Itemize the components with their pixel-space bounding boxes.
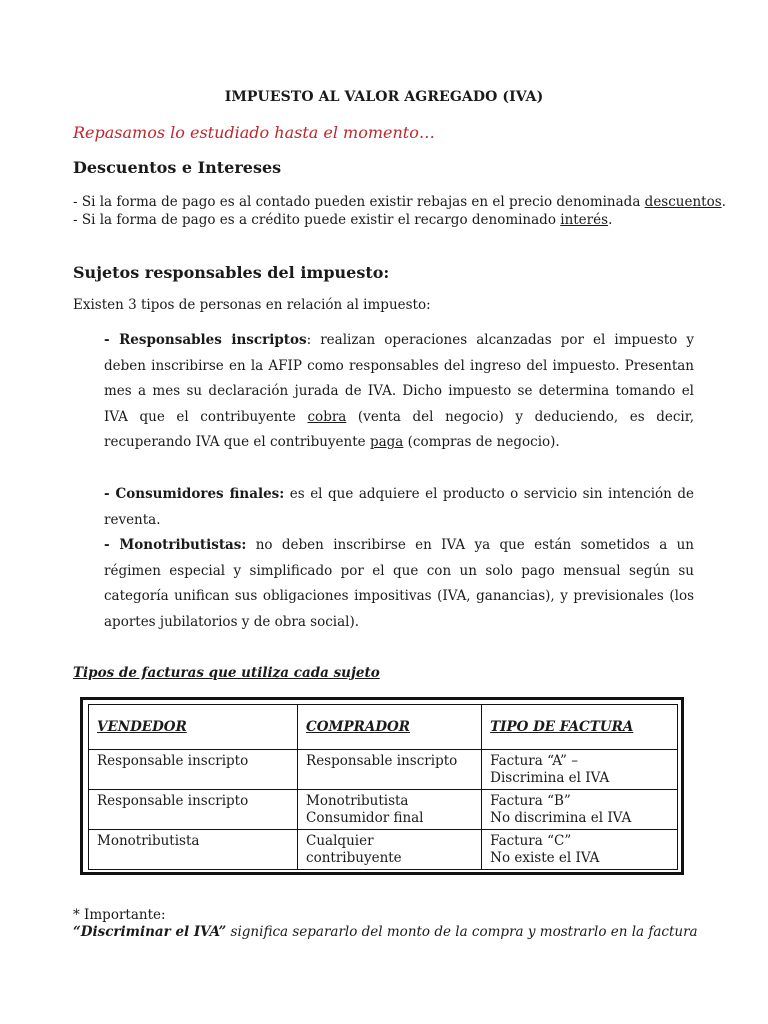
contado-line bbox=[73, 193, 726, 211]
interes-term: interés bbox=[560, 212, 609, 228]
section-heading-sujetos: Sujetos responsables del impuesto: bbox=[73, 263, 390, 282]
importante-text: significa separarlo del monto de la compra y mostrarlo en la factura bbox=[226, 924, 698, 940]
review-subtitle: Repasamos lo estudiado hasta el momento… bbox=[73, 123, 435, 142]
cell-line: Cualquier contribuyente bbox=[306, 833, 402, 866]
monotributistas-paragraph bbox=[104, 533, 694, 635]
discriminar-term: “Discriminar el IVA” bbox=[73, 924, 227, 940]
monotributistas-label: - Monotributistas: bbox=[104, 537, 247, 553]
cell-line: Responsable inscripto bbox=[306, 753, 458, 769]
ri-text-b: (venta del negocio) y deduciendo, es decir, recuperando IVA que el contribuyente bbox=[104, 408, 695, 450]
table-row bbox=[89, 830, 678, 870]
descuentos-term: descuentos bbox=[644, 194, 722, 210]
responsables-inscriptos-label: - Responsables inscriptos bbox=[104, 332, 307, 348]
cf-text: es el que adquiere el producto o servicio sin intención de reventa. bbox=[104, 486, 694, 528]
responsables-inscriptos-paragraph bbox=[104, 328, 694, 456]
cell-tipo bbox=[482, 830, 678, 870]
cell-comprador bbox=[298, 830, 482, 870]
header-comprador: COMPRADOR bbox=[298, 705, 482, 750]
cell-comprador bbox=[298, 750, 482, 790]
cell-comprador bbox=[298, 790, 482, 830]
facturas-table-frame bbox=[80, 697, 684, 875]
credito-text: - Si la forma de pago es a crédito puede existir el recargo denominado bbox=[73, 212, 561, 228]
contado-end: . bbox=[721, 194, 726, 210]
cell-line: Responsable inscripto bbox=[97, 793, 249, 809]
importante-note bbox=[73, 923, 698, 941]
section-heading-descuentos: Descuentos e Intereses bbox=[73, 158, 282, 177]
header-vendedor: VENDEDOR bbox=[89, 705, 298, 750]
document-title: IMPUESTO AL VALOR AGREGADO (IVA) bbox=[224, 89, 544, 105]
paga-term: paga bbox=[369, 434, 404, 450]
sujetos-intro: Existen 3 tipos de personas en relación al impuesto: bbox=[73, 297, 431, 313]
cell-line: Monotributista bbox=[97, 833, 200, 849]
cell-line: Factura “A” – bbox=[490, 753, 578, 769]
cell-line: No existe el IVA bbox=[490, 850, 600, 866]
cell-line: Monotributista bbox=[306, 793, 409, 809]
cell-line: No discrimina el IVA bbox=[490, 810, 632, 826]
cell-line: Factura “C” bbox=[490, 833, 572, 849]
cell-tipo bbox=[482, 790, 678, 830]
table-row bbox=[89, 750, 678, 790]
ri-text-c: (compras de negocio). bbox=[403, 434, 560, 450]
tipos-facturas-heading: Tipos de facturas que utiliza cada sujeto bbox=[73, 665, 380, 681]
cell-line: Responsable inscripto bbox=[97, 753, 249, 769]
facturas-table bbox=[88, 704, 678, 870]
cell-vendedor bbox=[89, 790, 298, 830]
cell-vendedor bbox=[89, 830, 298, 870]
cell-tipo bbox=[482, 750, 678, 790]
header-tipo-factura: TIPO DE FACTURA bbox=[482, 705, 678, 750]
table-row bbox=[89, 790, 678, 830]
cell-line: Discrimina el IVA bbox=[490, 770, 610, 786]
cell-vendedor bbox=[89, 750, 298, 790]
consumidores-finales-label: - Consumidores finales: bbox=[104, 486, 285, 502]
cobra-term: cobra bbox=[307, 408, 347, 425]
contado-text: - Si la forma de pago es al contado pueden existir rebajas en el precio denominada bbox=[73, 194, 645, 210]
mono-text: no deben inscribirse en IVA ya que están sometidos a un régimen especial y simplificado por el que con un solo pago mensual según su categoría unifican sus obligaciones impositivas (IVA, ganancias), y previsionales (los aportes jubilatorios y de obra social). bbox=[104, 537, 694, 630]
credito-line bbox=[73, 211, 612, 229]
consumidores-finales-paragraph bbox=[104, 482, 694, 533]
table-header-row bbox=[89, 705, 678, 750]
cell-line: Consumidor final bbox=[306, 810, 424, 826]
cell-line: Factura “B” bbox=[490, 793, 571, 809]
credito-end: . bbox=[608, 212, 613, 228]
ri-text-a: : realizan operaciones alcanzadas por el impuesto y deben inscribirse en la AFIP como responsables del ingreso del impuesto. Presentan mes a mes su declaración jurada de IVA. Dicho impuesto se determina tomando el IVA que el contribuyente bbox=[104, 332, 694, 425]
importante-label: * Importante: bbox=[73, 907, 166, 923]
